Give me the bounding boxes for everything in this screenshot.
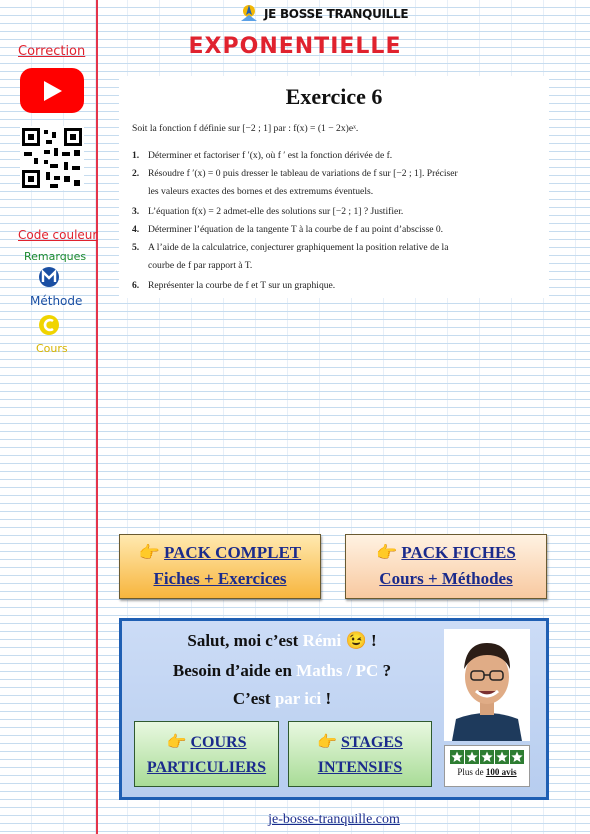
pack-title: PACK FICHES <box>401 543 516 562</box>
question-text: L’équation f(x) = 2 admet-elle des solutions sur [−2 ; 1] ? Justifier. <box>148 206 404 217</box>
pointing-hand-icon: 👉 <box>317 734 337 751</box>
question-number: 4. <box>132 224 140 235</box>
question-number: 3. <box>132 206 140 217</box>
question-item <box>132 242 449 271</box>
reviews-prefix: Plus de <box>457 767 486 777</box>
question-number: 6. <box>132 280 140 291</box>
question-number: 5. <box>132 242 140 253</box>
footer-link[interactable]: je-bosse-tranquille.com <box>268 812 400 827</box>
youtube-icon <box>42 80 64 102</box>
button-subtitle: INTENSIFS <box>317 759 403 776</box>
exercise-panel <box>119 76 549 298</box>
brand-header[interactable] <box>238 3 408 25</box>
brand-logo-icon <box>238 3 260 25</box>
question-item <box>132 280 335 291</box>
pack-fiches-button[interactable] <box>345 534 547 599</box>
promo-text: Salut, moi c’est <box>187 631 303 650</box>
exercise-intro: Soit la fonction f définie sur [−2 ; 1] par : f(x) = (1 − 2x)eˣ. <box>132 123 359 134</box>
promo-text: ! <box>366 631 377 650</box>
reviews-text <box>445 767 529 777</box>
promo-text: C’est <box>232 689 275 708</box>
cours-c-icon <box>38 314 60 336</box>
star-icon <box>450 750 464 764</box>
question-number: 2. <box>132 168 140 179</box>
pack-subtitle: Cours + Méthodes <box>379 569 513 588</box>
chapter-title: EXPONENTIELLE <box>188 34 402 59</box>
margin-line <box>96 0 98 834</box>
question-text: Déterminer et factoriser f ′(x), où f ′ est la fonction dérivée de f. <box>148 150 393 161</box>
pointing-hand-icon: 👉 <box>376 543 398 562</box>
star-icon <box>465 750 479 764</box>
pack-complet-button[interactable] <box>119 534 321 599</box>
question-text: Déterminer l’équation de la tangente T à la courbe de f au point d’abscisse 0. <box>148 224 444 235</box>
question-item <box>132 168 458 197</box>
promo-name: Rémi <box>302 631 342 650</box>
avatar <box>444 629 530 741</box>
promo-panel <box>119 618 549 800</box>
question-text-continued: courbe de f par rapport à T. <box>148 260 253 271</box>
promo-cta <box>122 689 442 709</box>
question-text: Résoudre f ′(x) = 0 puis dresser le tableau de variations de f sur [−2 ; 1]. Préciser <box>148 168 458 179</box>
question-number: 1. <box>132 150 140 161</box>
pointing-hand-icon: 👉 <box>138 543 161 562</box>
brand-name: JE BOSSE TRANQUILLE <box>264 7 409 21</box>
youtube-button[interactable] <box>20 68 84 113</box>
button-title: COURS <box>190 734 247 751</box>
question-text: A l’aide de la calculatrice, conjecturer graphiquement la position relative de la <box>148 242 449 253</box>
star-icon <box>495 750 509 764</box>
qr-code-icon[interactable] <box>20 126 84 190</box>
star-rating <box>445 750 529 764</box>
question-text-continued: les valeurs exactes des bornes et des extremums éventuels. <box>148 186 374 197</box>
reviews-count: 100 avis <box>485 767 517 777</box>
promo-question <box>122 661 442 681</box>
promo-text: Besoin d’aide en <box>172 661 297 680</box>
promo-text: ? <box>378 661 392 680</box>
star-icon <box>510 750 524 764</box>
rating-box[interactable] <box>444 745 530 787</box>
stages-intensifs-button[interactable] <box>288 721 432 787</box>
wink-emoji-icon: 😉 <box>345 631 367 650</box>
methode-label: Méthode <box>30 294 83 308</box>
promo-subject: Maths / PC <box>296 661 379 680</box>
cours-label: Cours <box>36 342 68 355</box>
question-item <box>132 150 392 161</box>
methode-m-icon <box>38 266 60 288</box>
button-title: STAGES <box>340 734 403 751</box>
star-icon <box>480 750 494 764</box>
pack-subtitle: Fiches + Exercices <box>153 569 287 588</box>
color-code-label: Code couleur <box>18 228 98 242</box>
promo-text: ! <box>321 689 332 708</box>
remarques-label: Remarques <box>24 250 87 263</box>
question-text: Représenter la courbe de f et T sur un graphique. <box>148 280 336 291</box>
correction-label: Correction <box>18 44 86 59</box>
promo-link[interactable]: par ici <box>274 689 322 708</box>
exercise-title: Exercice 6 <box>285 84 383 109</box>
pack-title: PACK COMPLET <box>164 543 302 562</box>
cours-particuliers-button[interactable] <box>134 721 279 787</box>
question-item <box>132 206 403 217</box>
promo-greeting <box>122 631 442 651</box>
pointing-hand-icon: 👉 <box>166 734 187 751</box>
button-subtitle: PARTICULIERS <box>146 759 267 776</box>
question-item <box>132 224 443 235</box>
